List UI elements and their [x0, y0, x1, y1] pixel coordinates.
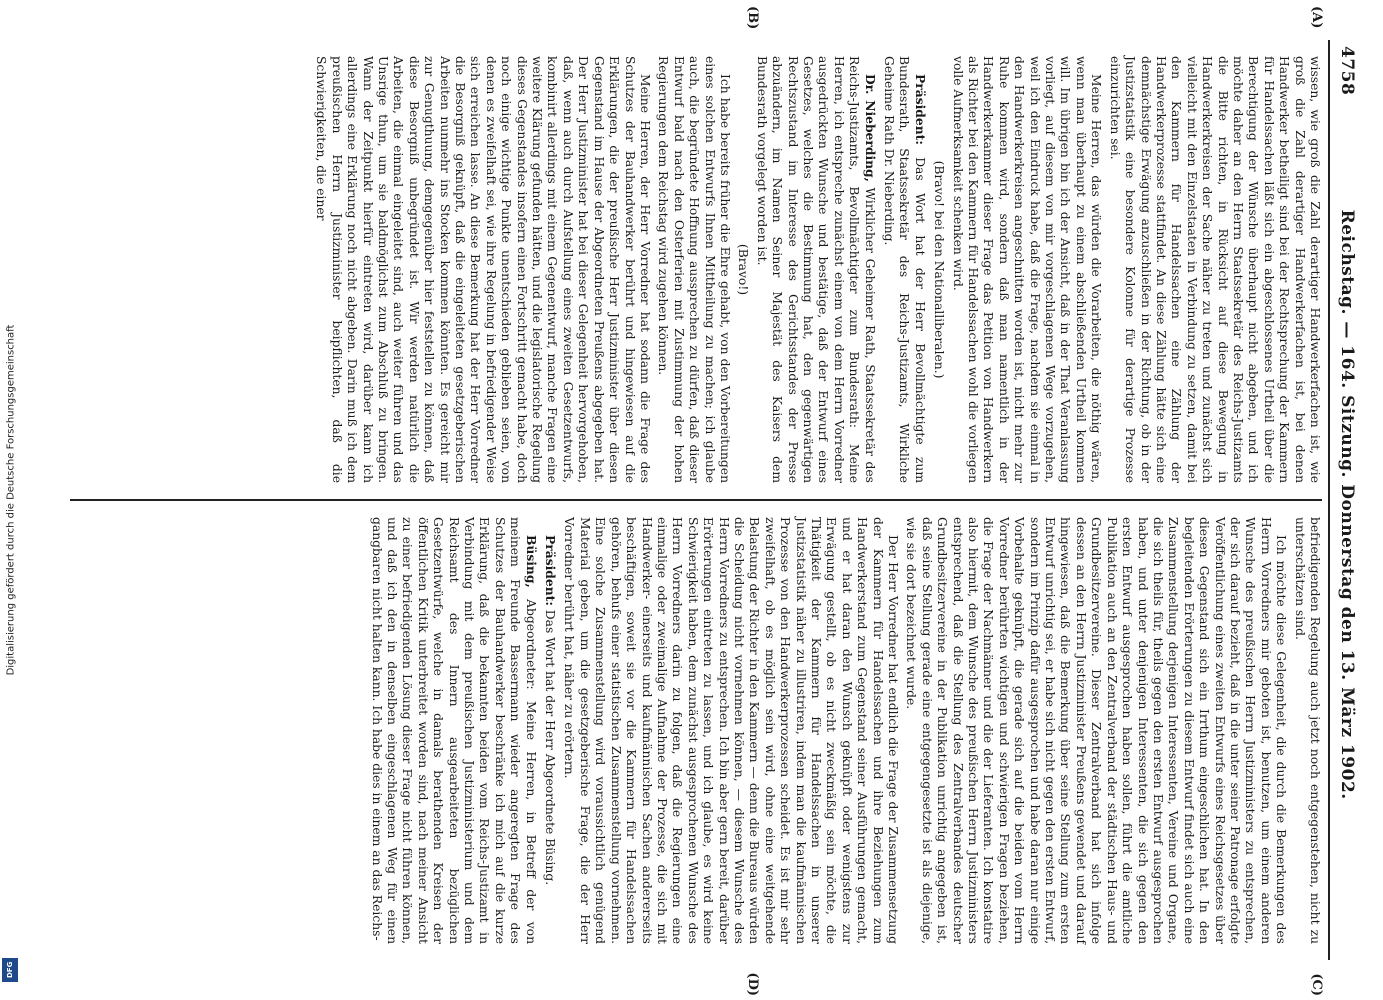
paragraph: befriedigenden Regelung auch jetzt noch entgegenstehen, nicht zu unterschätzen sind. [1292, 517, 1322, 944]
speech-text: Wirklicher Geheimer Rath, Staatssekretär des Reichs-Justizamts, Bevollmächtigter zum Bundesrath: Meine Herren, ich entspreche zunächst einem von dem Herrn Vorredner ausgedrückten Wunsche und bestätige, daß der Entwurf eines Gesetzes, welches die Bestimmung hat, den gegenwärtigen Rechtszustand im Interesse des Gerichtsstandes der Presse abzuändern, im Namen Seiner Majestät des Kaisers dem Bundesrath vorgelegt worden ist. [754, 56, 877, 483]
speech-text: Das Wort hat der Herr Abgeordnete Büsing. [543, 605, 558, 886]
text-columns [70, 40, 1322, 960]
margin-marker-a: (A) [1309, 6, 1324, 29]
paragraph: Meine Herren, das würden die Vorarbeiten, die nöthig wären, wenn man überhaupt zu einem abschließenden Urtheil kommen will. Im übrigen bin ich der Ansicht, daß in der That Veranlassung vorliegt, auf diesem von mir vorgeschlagenen Wege vorzugehen, weil ich den Eindruck habe, daß die Frage, nachdem sie einmal in den Handwerkerkreisen angeschnitten worden ist, nicht mehr zur Ruhe kommen wird, sondern daß man namentlich in der Handwerkerkammer dieser Frage das Petition von Handwerkern als Richter bei den Kammern für Handelssachen wohl die vorliegen volle Aufmerksamkeit schenken wird. [950, 56, 1104, 483]
paragraph: Der Herr Vorredner hat endlich die Frage der Zusammensetzung der Kammern für Handelssachen und ihre Beziehungen zum Handwerkerstand zum Gegenstand seiner Ausführungen gemacht, und er hat daran den Wunsch geknüpft oder wenigstens zur Erwägung gestellt, ob es nicht zweckmäßig sein möchte, die Thätigkeit der Kammern für Handelssachen in unserer Justizstatistik näher zu illustriren, indem man die kaufmännischen Prozesse von den Handwerkerprozessen scheidet. Es ist mir sehr zweifelhaft, ob es möglich sein wird, ohne eine weitgehende Belastung der Richter in den Kammern — denn die Bureaus würden die Scheidung nicht vornehmen können, — diesem Wunsche des Herrn Vorredners zu entsprechen. Ich bin aber gern bereit, darüber Erörterungen eintreten zu lassen, und ich glaube, es wird keine Schwierigkeit haben, dem zunächst ausgesprochenen Wunsche des Herrn Vorredners darin zu folgen, daß die Regierungen eine einmalige oder zweimalige Aufnahme der Prozesse, die sich mit Handwerker- einerseits und kaufmännischen Sachen andererseits beschäftigen, soweit sie vor die Kammern für Handelssachen gehören, behufs einer statistischen Zusammenstellung vornehmen. Eine solche Zusammenstellung wird voraussichtlich genügend Material geben, um die gesetzgeberische Frage, die der Herr Vorredner berührt hat, näher zu erörtern. [562, 517, 901, 944]
speaker-name: Büsing, [523, 535, 539, 588]
speech-text: Das Wort hat der Herr Bevollmächtigte zum Bundesrath, Staatssekretär des Reichs-Justizamts, Wirkliche Geheime Rath Dr. Nieberding. [882, 56, 927, 483]
paragraph [753, 56, 877, 483]
page-number: 4758 [1337, 46, 1357, 96]
page-title: Reichstag. — 164. Sitzung. Donnerstag den 13. März 1902. [1337, 209, 1357, 800]
speaker-name: Präsident: [912, 74, 928, 145]
paragraph [881, 56, 928, 483]
paragraph: wissen, wie groß die Zahl derartiger Handwerkerfachen ist, wie groß die Zahl derartiger Handwerkerfachen ist, bei denen Handwerker betheiligt sind bei der Rechtsprechung der Kammern für Handelssachen läßt sich ein abgeschlossenes Urtheil über die Berechtigung der Wünsche überhaupt nicht abgeben, und ich möchte daher an den Herrn Staatssekretär des Reichs-Justizamts die Bitte richten, in Rücksicht auf diese Bewegung in Handwerkerkreisen der Sache näher zu treten und zunächst sich vielleicht mit den Einzelstaaten in Verbindung zu setzen, damit bei den Kammern für Handelssachen eine Zählung der Handwerkerprozesse stattfindet. An diese Zählung hätte sich eine demnächstige Erwägung anzuschließen in der Richtung, ob in der Justizstatistik eine besondere Kolonne für derartige Prozesse einzurichten sei. [1107, 56, 1322, 483]
speaker-name: Dr. Nieberding, [862, 74, 878, 182]
paragraph [368, 517, 538, 944]
interjection: (Bravo!) [736, 243, 751, 296]
interjection: (Bravo! bei den Nationalliberalen.) [932, 160, 947, 379]
right-column [70, 501, 1322, 960]
margin-marker-b: (B) [745, 6, 760, 30]
speech-text: Abgeordneter: Meine Herren, in Betreff der von meinem Freunde Bassermann wieder angeregten Frage des Schutzes der Bauhandwerker beschränke ich mich auf die kurze Erklärung, daß die bekannten beiden vom Reichs-Justizamt in Verbindung mit dem preußischen Justizministerium und dem Reichsamt des Innern ausgearbeiteten bezüglichen Gesetzentwürfe, welche in damals berathenden Kreisen der öffentlichen Kritik unterbreitet worden sind, nach meiner Ansicht zu einer befriedigenden Lösung dieser Frage nicht führen können, und daß ich den in denselben eingeschlagenen Weg für einen gangbaren nicht halten kann. Ich habe dies in einem an das Reichs- [369, 517, 538, 944]
paragraph: Meine Herren, der Herr Vorredner hat sodann die Frage des Schutzes der Bauhandwerker berührt und hingewiesen auf die Erklärungen, die der preußische Herr Justizminister über diesen Gegenstand im Hause der Abgeordneten Preußens abgegeben hat. Der Herr Justizminister hat bei dieser Gelegenheit hervorgehoben, daß, wenn auch durch Aufstellung eines zweiten Gesetzentwurfs, kombinirt allerdings mit einem Gegenentwurf, manche Fragen eine weitere Klärung gefunden hätten, und die legislatorische Regelung dieses Gegenstandes insofern einen Fortschritt gemacht habe, doch noch einige wichtige Punkte unentschieden geblieben seien, von denen es zweifelhaft sei, wie ihre Regelung in befriedigender Weise sich erreichen lasse. An diese Bemerkung hat der Herr Vorredner die Besorgniß geknüpft, daß die eingeleiteten gesetzgeberischen Arbeiten nunmehr ins Stocken kommen könnten. Es gereicht mir zur Genugthuung, demgegenüber hier feststellen zu können, daß diese Besorgniß unbegründet ist. Wir werden natürlich die Arbeiten, die einmal eingeleitet sind, auch weiter führen und das Unsrige thun, um sie baldmöglichst zum Abschluß zu bringen. Wann der Zeitpunkt hierfür eintreten wird, darüber kann ich allerdings eine Erklärung noch nicht abgeben. Darin muß ich dem preußischen Herrn Justizminister beipflichten, daß die Schwierigkeiten, die einer [314, 56, 652, 483]
scanned-page [60, 6, 1370, 996]
digitization-credit [0, 0, 22, 1000]
paragraph [542, 517, 558, 944]
page-content [60, 6, 1370, 996]
left-column [70, 40, 1322, 499]
paragraph: Ich möchte diese Gelegenheit, die durch die Bemerkungen des Herrn Vorredners mir geboten ist, benutzen, um einem anderen Wunsche des preußischen Herrn Justizministers zu entsprechen, der sich darauf bezieht, daß in die unter seiner Patronage erfolgte Veröffentlichung eines zweiten Entwurfs eines Reichsgesetzes über diesen Gegenstand sich ein Irrthum eingeschlichen hat. In den begleitenden Erörterungen zu diesem Entwurf findet sich auch eine Zusammenstellung derjenigen Interessenten, Vereine und Organe, die sich theils für, theils gegen den ersten Entwurf ausgesprochen haben, und unter denjenigen Interessenten, die sich gegen den ersten Entwurf ausgesprochen haben sollen, führt die amtliche Publikation auch an den Zentralverband der städtischen Haus- und Grundbesitzervereine. Dieser Zentralverband hat sich infolge dessen an den Herrn Justizminister Preußens gewendet und darauf hingewiesen, daß die Bemerkung über seine Stellung zum ersten Entwurf unrichtig sei, er habe sich nicht gegen den ersten Entwurf, sondern im Prinzip dafür ausgesprochen und habe daran nur einige Vorbehalte geknüpft, die gerade sich auf die beiden vom Herrn Vorredner berührten wichtigen und schwierigen Fragen beziehen, die Frage der Nachmänner und die der Lieferanten. Ich konstatire also hiermit, dem Wunsche des preußischen Herrn Justizministers entsprechend, daß die Stellung des Zentralverbandes deutscher Grundbesitzervereine in der Publikation unrichtig angegeben ist, daß seine Stellung gerade eine entgegengesetzte ist als diejenige, wie sie dort bezeichnet wurde. [904, 517, 1289, 944]
page-header [1332, 40, 1362, 960]
margin-marker-c: (C) [1309, 973, 1324, 996]
margin-marker-d: (D) [745, 972, 760, 996]
speaker-name: Präsident: [543, 535, 559, 606]
paragraph: Ich habe bereits früher die Ehre gehabt, von den Vorbereitungen eines solchen Entwurfs Ihnen Mittheilung zu machen; ich glaube auch, die begründete Hoffnung aussprechen zu dürfen, daß dieser Entwurf bald nach den Osterferien mit Zustimmung der hohen Regierungen dem Reichstag wird zugehen können. [656, 56, 732, 483]
credit-text: Digitalisierung gefördert durch die Deutsche Forschungsgemeinschaft [5, 324, 17, 676]
header-rule [1328, 40, 1330, 960]
dfg-logo: DFG [2, 958, 18, 982]
